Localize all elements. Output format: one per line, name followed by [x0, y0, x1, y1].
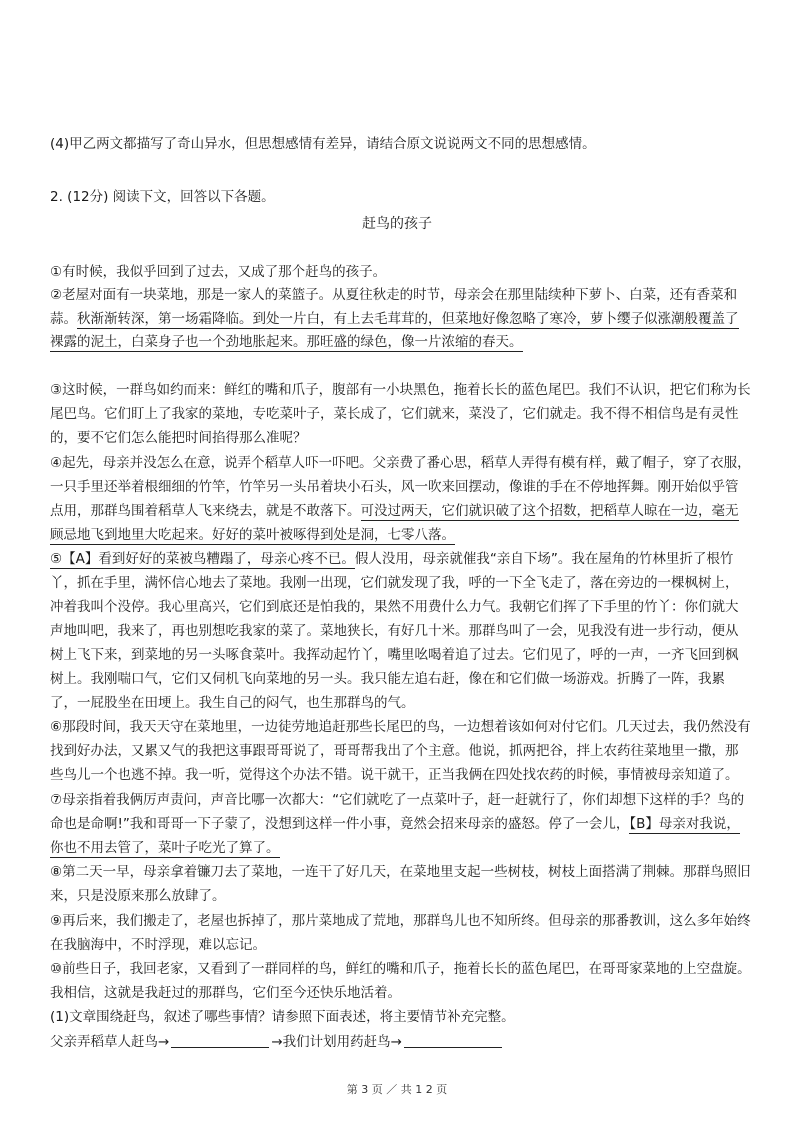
paragraph-6-line-2: 找到好办法，又累又气的我把这事跟哥哥说了，哥哥帮我出了个主意。他说，抓两把谷，拌上农药往菜地里一撒，那	[50, 743, 739, 759]
paragraph-5-line-7: 了，一屁股坐在田埂上。我生自己的闷气，也生那群鸟的气。	[50, 695, 415, 711]
fill-text-b: →我们计划用药赶鸟→	[271, 1034, 402, 1050]
paragraph-7-line-3	[50, 838, 280, 858]
paragraph-4-line-3	[50, 501, 739, 521]
paragraph-8-line-2: 来，只是没原来那么放肆了。	[50, 888, 226, 904]
underlined-sentence: 【B】母亲对我说，	[629, 816, 740, 832]
paragraph-4-line-4	[50, 525, 455, 545]
text-span: 蒜。	[50, 311, 77, 327]
fill-in-line	[50, 1032, 504, 1052]
paragraph-5-line-2: 丫，抓在手里，满怀信心地去了菜地。我刚一出现，它们就发现了我，呼的一下全飞走了，落在旁边的一棵枫树上，	[50, 575, 739, 591]
sub-question-1: (1)文章围绕赶鸟，叙述了哪些事情？请参照下面表述，将主要情节补充完整。	[50, 1009, 515, 1025]
paragraph-3-line-1: ③这时候，一群鸟如约而来：鲜红的嘴和爪子，腹部有一小块黑色，拖着长长的蓝色尾巴。我们不认识，把它们称为长	[50, 382, 751, 398]
paragraph-4-line-2: 一只手里还举着根细细的竹竿，竹竿另一头吊着块小石头，风一吹来回摆动，像谁的手在不停地挥舞。刚开始似乎管	[50, 479, 739, 495]
paragraph-10-line-1: ⑩前些日子，我回老家，又看到了一群同样的鸟，鲜红的嘴和爪子，拖着长长的蓝色尾巴，在哥哥家菜地的上空盘旋。	[50, 961, 751, 977]
paragraph-5-line-4: 声地叫吧，我来了，再也别想吃我家的菜了。菜地狭长，有好几十米。那群鸟叫了一会，见我没有进一步行动，便从	[50, 623, 739, 639]
paragraph-6-line-3: 些鸟儿一个也逃不掉。我一听，觉得这个办法不错。说干就干，正当我俩在四处找农药的时候，事情被母亲知道了。	[50, 767, 739, 783]
paragraph-9-line-2: 在我脑海中，不时浮现，难以忘记。	[50, 937, 266, 953]
underlined-sentence: 秋渐渐转深，第一场霜降临。到处一片白，有上去毛茸茸的，但菜地好像忽略了寒冷，萝卜缨子似涨潮般覆盖了	[77, 311, 739, 327]
underlined-sentence: ⑤【A】看到好好的菜被鸟糟蹋了，母亲心疼不已。	[50, 551, 355, 567]
paragraph-2-line-1: ②老屋对面有一块菜地，那是一家人的菜篮子。从夏往秋走的时节，母亲会在那里陆续种下萝卜、白菜，还有香菜和	[50, 287, 738, 303]
text-span: 命也是命啊!”我和哥哥一下子蒙了，没想到这样一件小事，竟然会招来母亲的盛怒。停了一会儿，	[50, 816, 630, 832]
paragraph-6-line-1: ⑥那段时间，我天天守在菜地里，一边徒劳地追赶那些长尾巴的鸟，一边想着该如何对付它们。几天过去，我仍然没有	[50, 719, 751, 735]
underlined-sentence: 你也不用去管了，菜叶子吃光了算了。	[50, 840, 280, 856]
answer-blank-2[interactable]	[404, 1033, 502, 1048]
fill-text-a: 父亲弄稻草人赶鸟→	[50, 1034, 170, 1050]
underlined-sentence: 顾忌地飞到地里大吃起来。好好的菜叶被啄得到处是洞，七零八落。	[50, 527, 455, 543]
paragraph-1: ①有时候，我似乎回到了过去，又成了那个赶鸟的孩子。	[50, 264, 387, 280]
page-footer: 第 3 页 ／ 共 1 2 页	[346, 1083, 448, 1096]
paragraph-4-line-1: ④起先，母亲并没怎么在意，说弄个稻草人吓一吓吧。父亲费了番心思，稻草人弄得有模有样，戴了帽子，穿了衣服，	[50, 455, 751, 471]
paragraph-3-line-3: 的，要不它们怎么能把时间掐得那么准呢？	[50, 430, 307, 446]
text-span: 假人没用，母亲就催我“亲自下场”。我在屋角的竹林里折了根竹	[354, 551, 734, 567]
paragraph-10-line-2: 我相信，这就是我赶过的那群鸟，它们至今还快乐地活着。	[50, 985, 401, 1001]
paragraph-2-line-3	[50, 332, 523, 352]
question-2-header: 2. (12分) 阅读下文，回答以下各题。	[50, 189, 275, 205]
paragraph-9-line-1: ⑨再后来，我们搬走了，老屋也拆掉了，那片菜地成了荒地，那群鸟儿也不知所终。但母亲的那番教训，这么多年始终	[50, 913, 751, 929]
paragraph-5-line-3: 冲着我叫个没停。我心里高兴，它们到底还是怕我的，果然不用费什么力气。我朝它们挥了下手里的竹丫：你们就大	[50, 599, 739, 615]
underlined-sentence: 裸露的泥土，白菜身子也一个劲地胀起来。那旺盛的绿色，像一片浓缩的春天。	[50, 334, 523, 350]
underlined-sentence: 可没过两天，它们就识破了这个招数，把稻草人晾在一边，毫无	[360, 503, 739, 519]
paragraph-7-line-2	[50, 814, 740, 834]
paragraph-5-line-1	[50, 549, 733, 569]
paragraph-3-line-2: 尾巴鸟。它们盯上了我家的菜地，专吃菜叶子，菜长成了，它们就来，菜没了，它们就走。我不得不相信鸟是有灵性	[50, 406, 739, 422]
passage-title: 赶鸟的孩子	[362, 216, 432, 232]
paragraph-8-line-1: ⑧第二天一早，母亲拿着镰刀去了菜地，一连干了好几天，在菜地里支起一些树枝，树枝上面搭满了荆棘。那群鸟照旧	[50, 864, 751, 880]
answer-blank-1[interactable]	[171, 1033, 269, 1048]
question-4: (4)甲乙两文都描写了奇山异水，但思想感情有差异，请结合原文说说两文不同的思想感情。	[50, 136, 596, 152]
paragraph-2-line-2	[50, 309, 739, 329]
paragraph-5-line-6: 树上。我刚喘口气，它们又伺机飞向菜地的另一头。我只能左追右赶，像在和它们做一场游戏。折腾了一阵，我累	[50, 671, 725, 687]
text-span: 点用，那群鸟围着稻草人飞来绕去，就是不敢落下。	[50, 503, 361, 519]
paragraph-7-line-1: ⑦母亲指着我俩厉声责问，声音比哪一次都大：“它们就吃了一点菜叶子，赶一赶就行了，你们却想下这样的手？鸟的	[50, 792, 745, 808]
paragraph-5-line-5: 树上飞下来，到菜地的另一头啄食菜叶。我挥动起竹丫，嘴里吆喝着追了过去。它们见了，呼的一声，一齐飞回到枫	[50, 647, 739, 663]
